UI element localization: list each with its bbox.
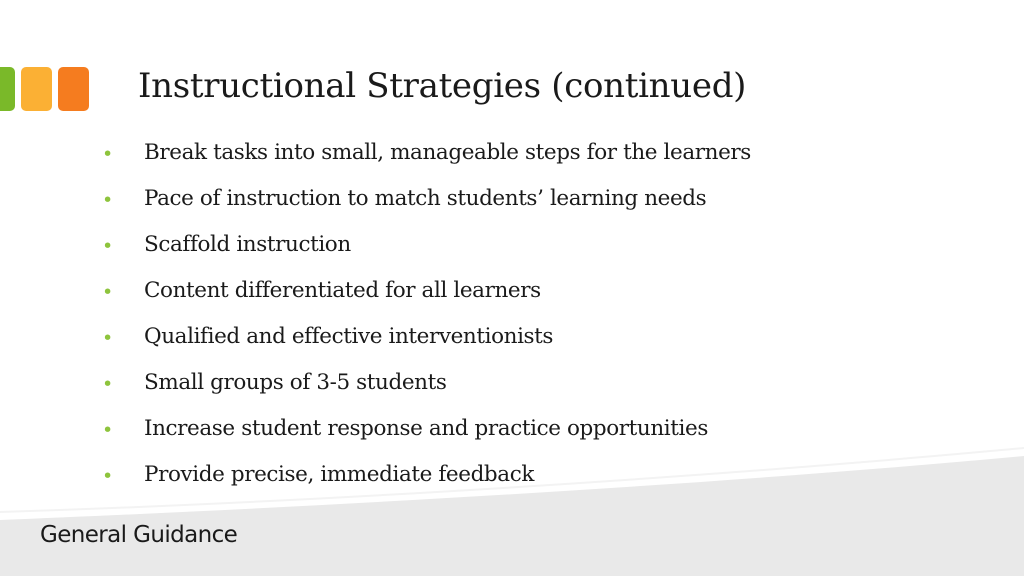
bullet-text: Break tasks into small, manageable steps for the learners — [144, 140, 751, 165]
bullet-dot-icon: • — [102, 189, 114, 211]
bullet-text: Small groups of 3-5 students — [144, 370, 447, 395]
bullet-text: Qualified and effective interventionists — [144, 324, 554, 349]
green-accent-square — [0, 67, 15, 111]
bullet-dot-icon: • — [102, 143, 114, 165]
bullet-text: Provide precise, immediate feedback — [144, 462, 534, 487]
bullet-text: Scaffold instruction — [144, 232, 351, 257]
orange-accent-square — [58, 67, 89, 111]
bullet-dot-icon: • — [102, 465, 114, 487]
footer-text: General Guidance — [40, 522, 238, 548]
slide-title: Instructional Strategies (continued) — [138, 66, 747, 106]
bullet-dot-icon: • — [102, 235, 114, 257]
bullet-dot-icon: • — [102, 419, 114, 441]
bullet-text: Increase student response and practice opportunities — [144, 416, 708, 441]
bullet-dot-icon: • — [102, 281, 114, 303]
bullet-dot-icon: • — [102, 327, 114, 349]
bullet-text: Pace of instruction to match students’ learning needs — [144, 186, 707, 211]
bullet-dot-icon: • — [102, 373, 114, 395]
bullet-text: Content differentiated for all learners — [144, 278, 541, 303]
yellow-accent-square — [21, 67, 52, 111]
